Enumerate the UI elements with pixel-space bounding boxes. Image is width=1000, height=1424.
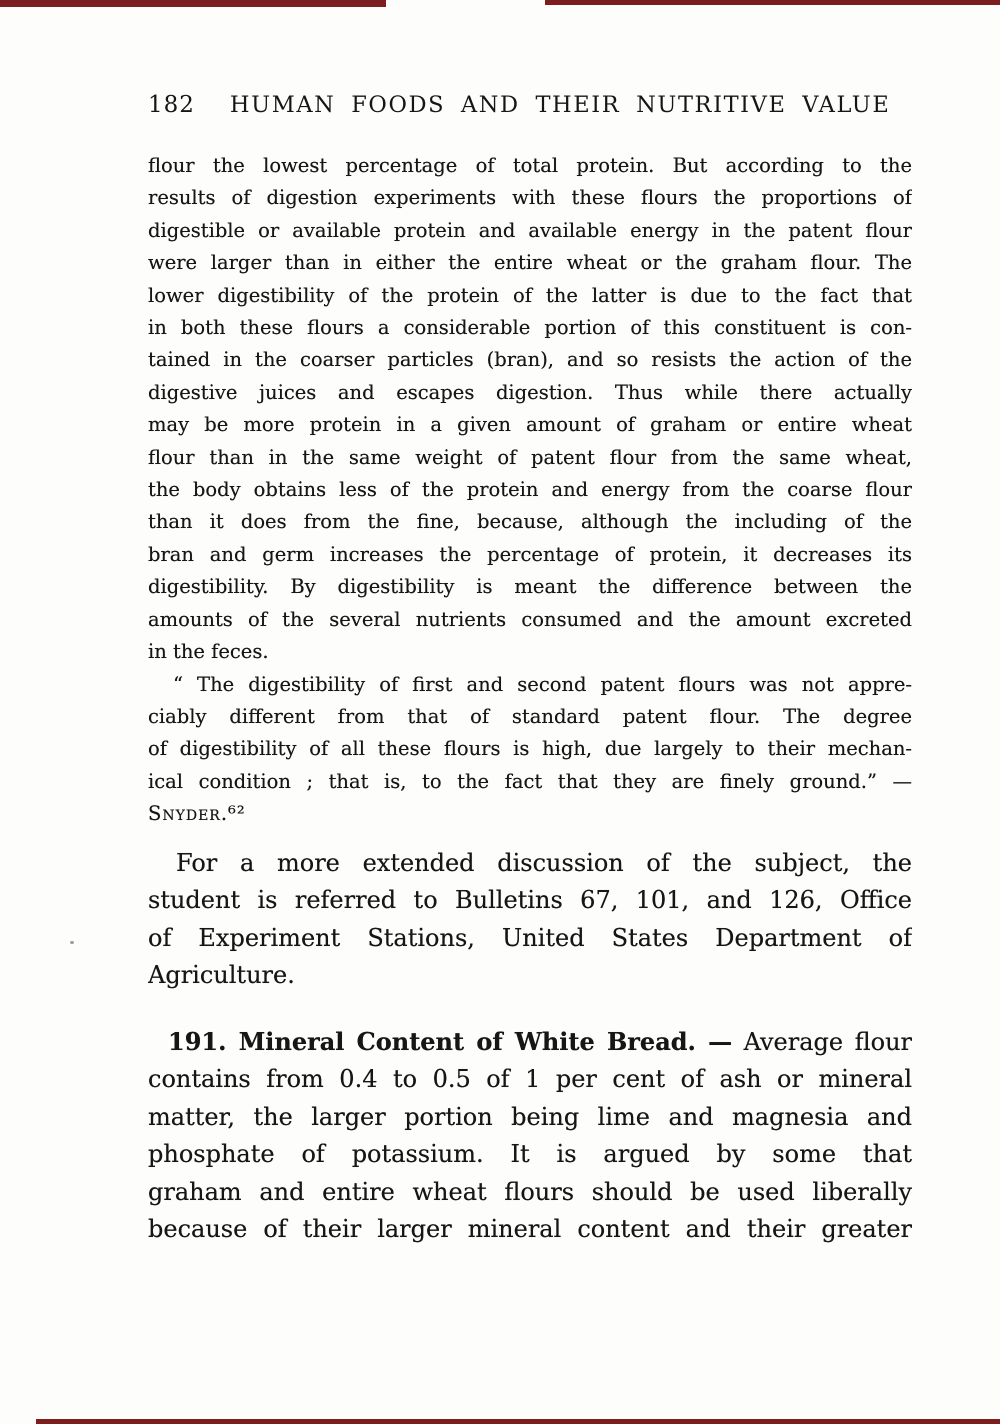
section-191 [148,1023,912,1249]
text-line: Agriculture. [148,961,295,990]
running-header [148,92,912,118]
text-line: bran and germ increases the percentage of protein, it decreases its [148,542,912,566]
text-line: digestive juices and escapes digestion. Thus while there actually [148,380,912,404]
text-line: graham and entire wheat flours should be used liberally [148,1177,912,1206]
text-line: lower digestibility of the protein of the latter is due to the fact that [148,283,912,307]
text-line: the body obtains less of the protein and energy from the coarse flour [148,478,912,502]
text-line: because of their larger mineral content and their greater [148,1215,912,1244]
text-line: in both these flours a considerable portion of this constituent is con- [148,316,912,340]
text-line: digestible or available protein and available energy in the patent flour [148,218,912,242]
paragraph-bulletins [148,845,912,995]
text-line: than it does from the fine, because, although the including of the [148,510,912,534]
quote-line: ciably different from that of standard patent flour. The degree [148,704,912,728]
page-content [148,150,912,1249]
text-line: digestibility. By digestibility is meant the difference between the [148,575,912,599]
running-title: HUMAN FOODS AND THEIR NUTRITIVE VALUE [229,92,891,118]
paragraph-digestibility [148,150,912,669]
quote-attribution: Snyder.⁶² [148,802,246,826]
text-line: were larger than in either the entire wheat or the graham flour. The [148,251,912,275]
text-line: amounts of the several nutrients consumed and the amount excreted [148,607,912,631]
section-heading-rest: Average flour [732,1027,912,1056]
quote-line: of digestibility of all these flours is high, due largely to their mechan- [148,737,912,761]
text-line: phosphate of potassium. It is argued by some that [148,1140,912,1169]
scan-edge-artifact-top-right [545,0,1000,5]
scan-speck [70,941,74,944]
section-heading-line [148,1023,912,1062]
text-line: results of digestion experiments with these flours the proportions of [148,186,912,210]
page-number: 182 [148,92,195,118]
scan-edge-artifact-top-left [0,0,386,7]
text-line: flour the lowest percentage of total protein. But according to the [148,154,912,177]
quote-line: “ The digestibility of first and second patent flours was not appre- [173,672,912,696]
scan-edge-artifact-bottom [36,1419,1000,1424]
text-line: matter, the larger portion being lime and magnesia and [148,1102,912,1131]
text-line: of Experiment Stations, United States Department of [148,923,912,952]
text-line: in the feces. [148,640,269,664]
blockquote-snyder [148,669,912,831]
text-line: For a more extended discussion of the subject, the [176,848,912,877]
text-line: may be more protein in a given amount of graham or entire wheat [148,413,912,437]
text-line: student is referred to Bulletins 67, 101, and 126, Office [148,886,912,915]
text-line: flour than in the same weight of patent flour from the same wheat, [148,445,912,469]
text-line: tained in the coarser particles (bran), and so resists the action of the [148,348,912,372]
section-heading: 191. Mineral Content of White Bread. — [168,1026,733,1056]
quote-line: ical condition ; that is, to the fact that they are finely ground.” — [148,769,912,793]
text-line: contains from 0.4 to 0.5 of 1 per cent of ash or mineral [148,1065,912,1094]
